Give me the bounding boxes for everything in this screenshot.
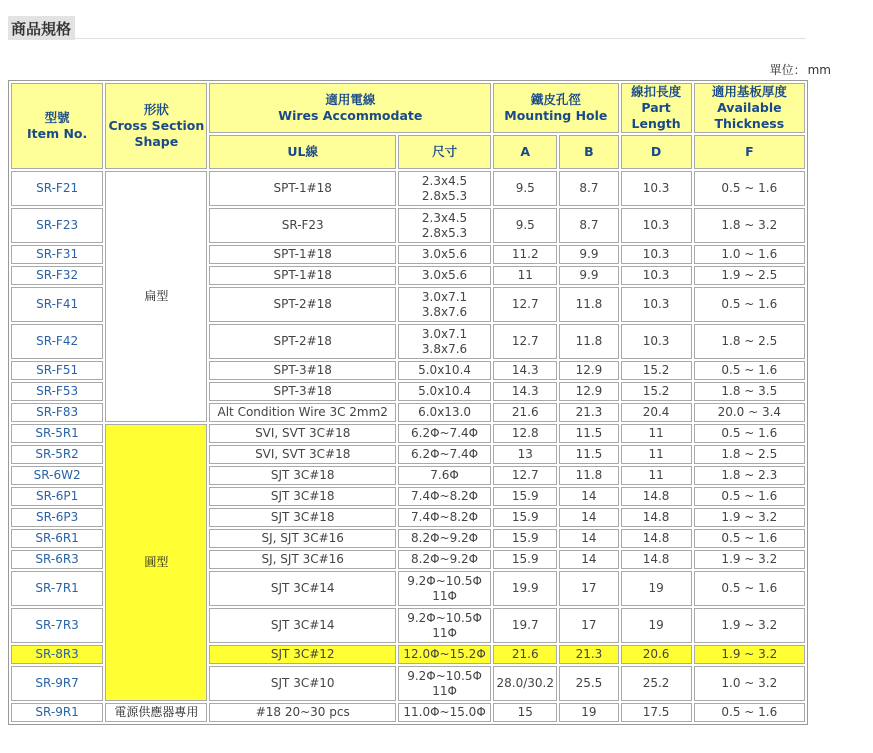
wire-size-line-2: 11Φ	[432, 625, 457, 640]
header-shape-en-2: Shape	[134, 134, 179, 149]
hole-a: 15.9	[493, 529, 557, 548]
item-no: SR-F41	[11, 287, 103, 322]
ul-wire: SPT-3#18	[209, 382, 395, 401]
part-length-d: 14.8	[621, 550, 692, 569]
hole-a: 15.9	[493, 550, 557, 569]
wire-size-line-1: 3.0x7.1	[421, 289, 468, 304]
ul-wire: SPT-1#18	[209, 266, 395, 285]
wire-size-line-1: 2.3x4.5	[421, 210, 468, 225]
header-mounting-hole	[493, 83, 618, 133]
header-wires	[209, 83, 491, 133]
thickness-f: 0.5 ~ 1.6	[694, 571, 805, 606]
wire-size	[398, 266, 491, 285]
hole-a: 15.9	[493, 487, 557, 506]
ul-wire: SPT-1#18	[209, 245, 395, 264]
item-no: SR-F21	[11, 171, 103, 206]
wire-size-line-1: 2.3x4.5	[421, 173, 468, 188]
thickness-f: 0.5 ~ 1.6	[694, 361, 805, 380]
hole-b: 21.3	[559, 645, 618, 664]
ul-wire: SJT 3C#14	[209, 571, 395, 606]
header-hole-en: Mounting Hole	[504, 108, 608, 123]
thickness-f: 0.5 ~ 1.6	[694, 487, 805, 506]
hole-a: 12.7	[493, 466, 557, 485]
hole-b: 25.5	[559, 666, 618, 701]
hole-b: 11.5	[559, 424, 618, 443]
header-shape	[105, 83, 207, 169]
thickness-f: 1.9 ~ 3.2	[694, 608, 805, 643]
thickness-f: 0.5 ~ 1.6	[694, 703, 805, 722]
unit-value: mm	[807, 63, 831, 77]
wire-size	[398, 208, 491, 243]
ul-wire: #18 20~30 pcs	[209, 703, 395, 722]
hole-b: 19	[559, 703, 618, 722]
wire-size	[398, 382, 491, 401]
header-part-en-1: Part	[641, 100, 671, 115]
item-no: SR-9R1	[11, 703, 103, 722]
wire-size	[398, 424, 491, 443]
header-thick-en-2: Thickness	[714, 116, 785, 131]
part-length-d: 14.8	[621, 487, 692, 506]
item-no: SR-6R1	[11, 529, 103, 548]
wire-size	[398, 487, 491, 506]
wire-size-line-1: 7.4Φ~8.2Φ	[411, 510, 479, 524]
wire-size	[398, 171, 491, 206]
thickness-f: 0.5 ~ 1.6	[694, 424, 805, 443]
hole-a: 15	[493, 703, 557, 722]
ul-wire: SJT 3C#18	[209, 487, 395, 506]
header-part-d: D	[621, 135, 692, 169]
header-thick-f: F	[694, 135, 805, 169]
wire-size-line-1: 12.0Φ~15.2Φ	[403, 647, 486, 661]
header-thick-zh: 適用基板厚度	[711, 84, 787, 99]
header-thickness	[694, 83, 805, 133]
part-length-d: 10.3	[621, 324, 692, 359]
item-no: SR-5R1	[11, 424, 103, 443]
part-length-d: 25.2	[621, 666, 692, 701]
hole-b: 14	[559, 550, 618, 569]
header-item-no-en: Item No.	[26, 126, 88, 141]
wire-size	[398, 445, 491, 464]
item-no: SR-7R1	[11, 571, 103, 606]
wire-size-line-1: 3.0x5.6	[421, 268, 468, 282]
thickness-f: 1.8 ~ 3.2	[694, 208, 805, 243]
part-length-d: 14.8	[621, 508, 692, 527]
unit-label: 單位：	[769, 63, 806, 77]
title-divider	[8, 38, 806, 39]
section-header	[8, 16, 806, 40]
ul-wire: SJT 3C#10	[209, 666, 395, 701]
shape-flat: 扁型	[105, 171, 207, 422]
header-ul: UL線	[209, 135, 395, 169]
part-length-d: 19	[621, 571, 692, 606]
ul-wire: SJT 3C#18	[209, 508, 395, 527]
wire-size-line-1: 5.0x10.4	[418, 363, 472, 377]
hole-a: 14.3	[493, 361, 557, 380]
part-length-d: 15.2	[621, 382, 692, 401]
wire-size-line-1: 11.0Φ~15.0Φ	[403, 705, 486, 719]
thickness-f: 1.9 ~ 2.5	[694, 266, 805, 285]
item-no: SR-F31	[11, 245, 103, 264]
wire-size-line-2: 3.8x7.6	[421, 304, 468, 319]
ul-wire: SJT 3C#14	[209, 608, 395, 643]
shape-psu: 電源供應器專用	[105, 703, 207, 722]
hole-a: 19.9	[493, 571, 557, 606]
ul-wire: SVI, SVT 3C#18	[209, 445, 395, 464]
ul-wire: Alt Condition Wire 3C 2mm2	[209, 403, 395, 422]
part-length-d: 10.3	[621, 245, 692, 264]
thickness-f: 1.0 ~ 1.6	[694, 245, 805, 264]
wire-size-line-1: 9.2Φ~10.5Φ	[407, 573, 482, 588]
part-length-d: 11	[621, 445, 692, 464]
hole-a: 21.6	[493, 403, 557, 422]
hole-a: 14.3	[493, 382, 557, 401]
ul-wire: SR-F23	[209, 208, 395, 243]
header-hole-a: A	[493, 135, 557, 169]
item-no: SR-F83	[11, 403, 103, 422]
thickness-f: 1.8 ~ 2.5	[694, 324, 805, 359]
wire-size	[398, 529, 491, 548]
hole-b: 9.9	[559, 266, 618, 285]
spec-table	[8, 80, 808, 725]
item-no: SR-6P3	[11, 508, 103, 527]
ul-wire: SVI, SVT 3C#18	[209, 424, 395, 443]
thickness-f: 1.9 ~ 3.2	[694, 645, 805, 664]
hole-a: 11.2	[493, 245, 557, 264]
part-length-d: 11	[621, 424, 692, 443]
wire-size	[398, 324, 491, 359]
wire-size	[398, 287, 491, 322]
item-no: SR-F42	[11, 324, 103, 359]
hole-b: 12.9	[559, 382, 618, 401]
hole-a: 12.7	[493, 324, 557, 359]
wire-size-line-2: 2.8x5.3	[421, 225, 468, 240]
header-item-no	[11, 83, 103, 169]
header-shape-en-1: Cross Section	[108, 118, 205, 133]
header-wires-zh: 適用電線	[325, 92, 376, 107]
wire-size-line-2: 2.8x5.3	[421, 188, 468, 203]
hole-b: 11.8	[559, 324, 618, 359]
wire-size-line-1: 3.0x7.1	[421, 326, 468, 341]
unit-note	[768, 61, 831, 78]
wire-size-line-1: 6.2Φ~7.4Φ	[411, 426, 479, 440]
wire-size-line-1: 6.0x13.0	[418, 405, 472, 419]
hole-a: 19.7	[493, 608, 557, 643]
wire-size-line-1: 8.2Φ~9.2Φ	[411, 552, 479, 566]
wire-size	[398, 245, 491, 264]
shape-round: 圓型	[105, 424, 207, 701]
wire-size-line-1: 9.2Φ~10.5Φ	[407, 668, 482, 683]
header-item-no-zh: 型號	[44, 110, 70, 125]
hole-b: 14	[559, 529, 618, 548]
hole-a: 21.6	[493, 645, 557, 664]
ul-wire: SJ, SJT 3C#16	[209, 529, 395, 548]
item-no: SR-7R3	[11, 608, 103, 643]
wire-size	[398, 403, 491, 422]
item-no: SR-F53	[11, 382, 103, 401]
thickness-f: 1.8 ~ 3.5	[694, 382, 805, 401]
header-size: 尺寸	[398, 135, 491, 169]
wire-size	[398, 466, 491, 485]
item-no: SR-5R2	[11, 445, 103, 464]
item-no: SR-F23	[11, 208, 103, 243]
wire-size	[398, 608, 491, 643]
wire-size	[398, 571, 491, 606]
hole-a: 11	[493, 266, 557, 285]
header-wires-en: Wires Accommodate	[278, 108, 423, 123]
hole-a: 9.5	[493, 171, 557, 206]
part-length-d: 20.6	[621, 645, 692, 664]
wire-size-line-1: 6.2Φ~7.4Φ	[411, 447, 479, 461]
hole-b: 11.8	[559, 287, 618, 322]
part-length-d: 20.4	[621, 403, 692, 422]
hole-b: 14	[559, 508, 618, 527]
hole-b: 11.5	[559, 445, 618, 464]
wire-size	[398, 666, 491, 701]
ul-wire: SPT-2#18	[209, 324, 395, 359]
header-part-zh: 線扣長度	[631, 84, 682, 99]
thickness-f: 0.5 ~ 1.6	[694, 287, 805, 322]
wire-size-line-2: 11Φ	[432, 588, 457, 603]
page-title: 商品規格	[8, 16, 75, 40]
spec-table-body	[11, 83, 805, 722]
thickness-f: 1.8 ~ 2.5	[694, 445, 805, 464]
item-no: SR-6W2	[11, 466, 103, 485]
wire-size-line-1: 7.6Φ	[430, 468, 459, 482]
header-hole-b: B	[559, 135, 618, 169]
hole-b: 21.3	[559, 403, 618, 422]
wire-size-line-1: 5.0x10.4	[418, 384, 472, 398]
hole-b: 14	[559, 487, 618, 506]
wire-size	[398, 550, 491, 569]
header-row-1	[11, 83, 805, 133]
thickness-f: 1.9 ~ 3.2	[694, 550, 805, 569]
part-length-d: 10.3	[621, 287, 692, 322]
header-part-length	[621, 83, 692, 133]
thickness-f: 0.5 ~ 1.6	[694, 529, 805, 548]
table-row	[11, 703, 805, 722]
item-no: SR-8R3	[11, 645, 103, 664]
thickness-f: 0.5 ~ 1.6	[694, 171, 805, 206]
hole-a: 9.5	[493, 208, 557, 243]
part-length-d: 10.3	[621, 208, 692, 243]
table-row	[11, 424, 805, 443]
part-length-d: 10.3	[621, 171, 692, 206]
hole-b: 8.7	[559, 171, 618, 206]
wire-size-line-1: 8.2Φ~9.2Φ	[411, 531, 479, 545]
part-length-d: 14.8	[621, 529, 692, 548]
ul-wire: SJT 3C#18	[209, 466, 395, 485]
header-shape-zh: 形狀	[143, 102, 169, 117]
ul-wire: SJT 3C#12	[209, 645, 395, 664]
header-part-en-2: Length	[631, 116, 681, 131]
thickness-f: 1.8 ~ 2.3	[694, 466, 805, 485]
item-no: SR-F32	[11, 266, 103, 285]
ul-wire: SPT-2#18	[209, 287, 395, 322]
ul-wire: SJ, SJT 3C#16	[209, 550, 395, 569]
hole-b: 17	[559, 571, 618, 606]
hole-a: 15.9	[493, 508, 557, 527]
part-length-d: 17.5	[621, 703, 692, 722]
wire-size-line-2: 3.8x7.6	[421, 341, 468, 356]
table-row	[11, 171, 805, 206]
hole-b: 11.8	[559, 466, 618, 485]
header-thick-en-1: Available	[717, 100, 782, 115]
item-no: SR-F51	[11, 361, 103, 380]
wire-size	[398, 508, 491, 527]
thickness-f: 1.9 ~ 3.2	[694, 508, 805, 527]
wire-size-line-1: 3.0x5.6	[421, 247, 468, 261]
wire-size-line-2: 11Φ	[432, 683, 457, 698]
item-no: SR-9R7	[11, 666, 103, 701]
ul-wire: SPT-3#18	[209, 361, 395, 380]
part-length-d: 10.3	[621, 266, 692, 285]
wire-size	[398, 645, 491, 664]
item-no: SR-6P1	[11, 487, 103, 506]
ul-wire: SPT-1#18	[209, 171, 395, 206]
hole-a: 12.8	[493, 424, 557, 443]
hole-b: 8.7	[559, 208, 618, 243]
hole-a: 28.0/30.2	[493, 666, 557, 701]
hole-b: 17	[559, 608, 618, 643]
part-length-d: 19	[621, 608, 692, 643]
hole-b: 12.9	[559, 361, 618, 380]
wire-size-line-1: 7.4Φ~8.2Φ	[411, 489, 479, 503]
hole-a: 12.7	[493, 287, 557, 322]
part-length-d: 11	[621, 466, 692, 485]
thickness-f: 20.0 ~ 3.4	[694, 403, 805, 422]
thickness-f: 1.0 ~ 3.2	[694, 666, 805, 701]
wire-size	[398, 703, 491, 722]
header-hole-zh: 鐵皮孔徑	[530, 92, 581, 107]
hole-b: 9.9	[559, 245, 618, 264]
part-length-d: 15.2	[621, 361, 692, 380]
hole-a: 13	[493, 445, 557, 464]
wire-size	[398, 361, 491, 380]
item-no: SR-6R3	[11, 550, 103, 569]
wire-size-line-1: 9.2Φ~10.5Φ	[407, 610, 482, 625]
